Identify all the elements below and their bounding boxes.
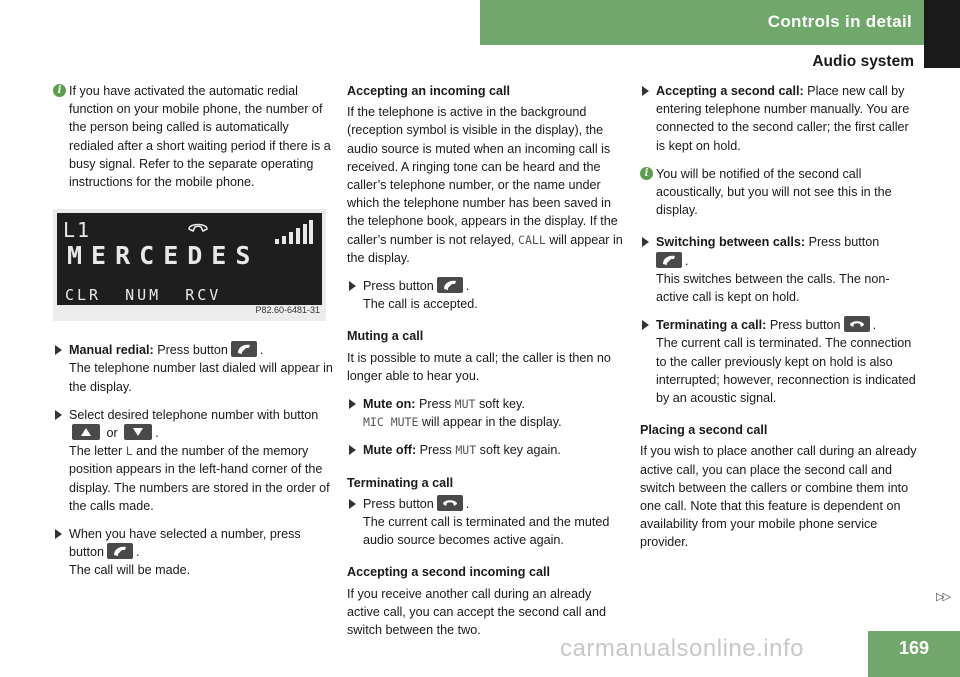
heading-accepting-call: Accepting an incoming call	[347, 84, 511, 98]
page-number: 169	[868, 631, 960, 677]
step-accept-second-call: Accepting a second call: Place new call by entering telephone number manually. You are connected to the second caller; the first caller is kept on hold.	[640, 82, 920, 155]
info-note: i If you have activated the automatic redial function on your mobile phone, the number of the person being called is automatically redialed after a short waiting period if there is a busy signal. Refer to the separate operating instructions for the mobile phone.	[53, 82, 336, 191]
step-arrow-icon	[642, 237, 649, 247]
section-title: Controls in detail	[767, 12, 912, 32]
step-arrow-icon	[349, 445, 356, 455]
step-mute-on: Mute on: Press MUT soft key. MIC MUTE will appear in the display.	[347, 395, 625, 431]
phone-display-figure	[53, 209, 326, 321]
phone-handset-icon	[187, 220, 209, 234]
step-arrow-icon	[55, 345, 62, 355]
heading-placing-second-call: Placing a second call	[640, 423, 768, 438]
step-terminate-call: Press button . The current call is terminated and the muted audio source becomes active again.	[347, 495, 625, 550]
step-arrow-icon	[349, 399, 356, 409]
column-2: Accepting an incoming call If the telephone is active in the background (reception symbol is visible in the display), the audio source is muted when an incoming call is received. A ringing tone can be heard and the caller’s telephone number, or the name under which the telephone number has been saved in the telephone book, appears in the display. If the caller’s number is not relayed, CALL will appear in the display. Press button . The call is accepted. Muting a call It is possible to mute a call; the caller is then no longer able to hear you. Mute on: Press MUT soft key. MIC MUTE will appear in the display. Mute off: Press MUT soft key again. Terminating a call Press button . The current call is terminated and the muted audio source becomes active again. Accepting a second incoming call If you receive another call during an already active call, you can accept the second call and switch between the two.	[347, 82, 625, 649]
step-terminate-second-call: Terminating a call: Press button . The current call is terminated. The connection to the caller previously kept on hold is also interrupted; however, reconnection is indicated by an acoustic signal.	[640, 316, 920, 407]
heading-terminating-call: Terminating a call	[347, 475, 454, 490]
lcd-softkeys: CLR NUM RCV	[65, 286, 222, 305]
send-call-button-icon	[437, 277, 463, 293]
lcd-memory-position: L1	[63, 218, 92, 243]
step-arrow-icon	[349, 499, 356, 509]
down-arrow-button-icon	[124, 424, 152, 440]
lcd-caller-name: MERCEDES	[67, 241, 260, 271]
step-make-call: When you have selected a number, press button . The call will be made.	[53, 525, 336, 580]
info-icon: i	[53, 84, 66, 97]
send-call-button-icon	[656, 252, 682, 268]
lcd-screen	[57, 213, 322, 305]
step-arrow-icon	[55, 529, 62, 539]
paragraph: If the telephone is active in the background (reception symbol is visible in the display), the audio source is muted when an incoming call is received. A ringing tone can be heard and the caller’s telephone number, or the name under which the telephone number has been saved in the telephone book, appears in the display. If the caller’s number is not relayed, CALL will appear in the display.	[347, 105, 623, 265]
step-switch-calls: Switching between calls: Press button . This switches between the calls. The non-active call is kept on hold.	[640, 233, 920, 306]
send-call-button-icon	[107, 543, 133, 559]
info-icon: i	[640, 167, 653, 180]
step-arrow-icon	[55, 410, 62, 420]
step-accept-call: Press button . The call is accepted.	[347, 277, 625, 313]
up-arrow-button-icon	[72, 424, 100, 440]
heading-muting-call: Muting a call	[347, 329, 424, 344]
send-call-button-icon	[231, 341, 257, 357]
step-select-number: Select desired telephone number with button or . The letter L and the number of the memory position appears in the left-hand corner of the display. The numbers are stored in the order of the calls made.	[53, 406, 336, 515]
info-note: i You will be notified of the second call acoustically, but you will not see this in the display.	[640, 165, 920, 220]
step-manual-redial: Manual redial: Press button . The telephone number last dialed will appear in the display.	[53, 341, 336, 396]
header-marker	[924, 0, 960, 68]
end-call-button-icon	[844, 316, 870, 332]
section-header	[480, 0, 924, 45]
column-1	[53, 82, 336, 590]
subsection-title: Audio system	[812, 53, 914, 70]
continue-mark: ▷▷	[936, 591, 949, 603]
step-arrow-icon	[642, 86, 649, 96]
column-3: Accepting a second call: Place new call by entering telephone number manually. You are connected to the second caller; the first caller is kept on hold. i You will be notified of the second call acoustically, but you will not see this in the display. Switching between calls: Press button . This switches between the calls. The non-active call is kept on hold. Terminating a call: Press button . The current call is terminated. The connection to the caller previously kept on hold is also interrupted; however, reconnection is indicated by an acoustic signal. Placing a second call If you wish to place another call during an already active call, you can place the second call and switch between the callers or combine them into one call. Note that this feature is dependent on availability from your mobile phone service provider.	[640, 82, 920, 562]
heading-second-incoming-call: Accepting a second incoming call	[347, 565, 550, 580]
step-mute-off: Mute off: Press MUT soft key again.	[347, 441, 625, 459]
watermark: carmanualsonline.info	[560, 635, 804, 662]
end-call-button-icon	[437, 495, 463, 511]
step-arrow-icon	[642, 320, 649, 330]
figure-id: P82.60-6481-31	[255, 305, 320, 316]
signal-strength-icon	[274, 219, 314, 245]
step-arrow-icon	[349, 281, 356, 291]
